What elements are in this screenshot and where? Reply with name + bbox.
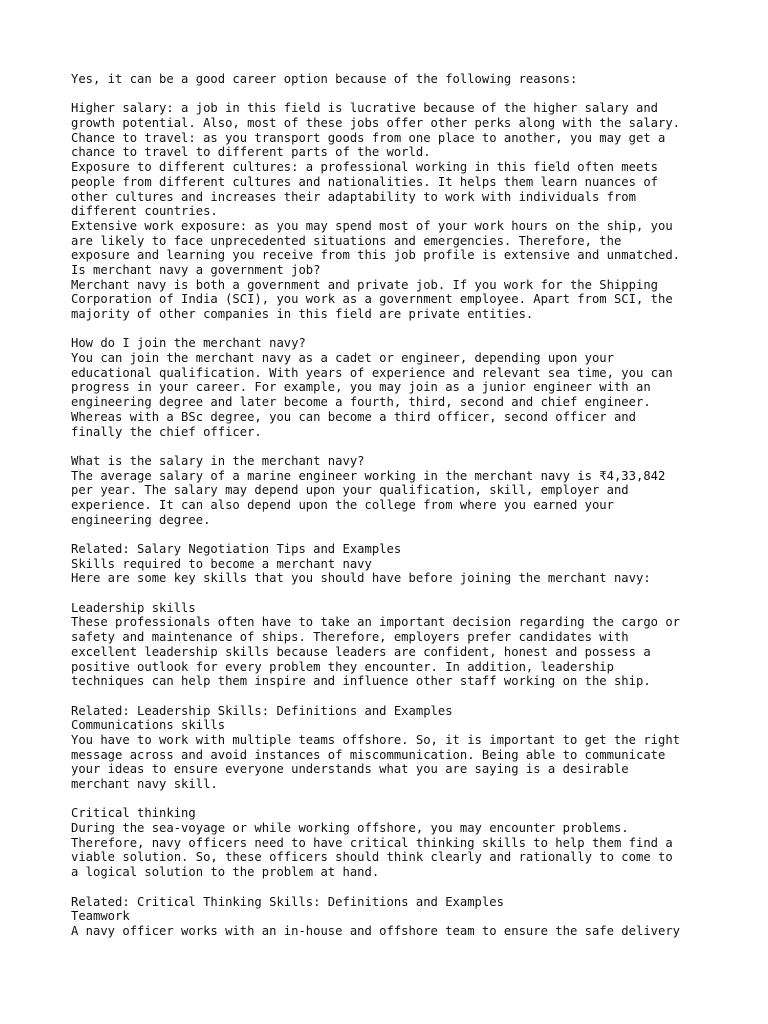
text-line: educational qualification. With years of experience and relevant sea time, you can xyxy=(71,365,673,380)
paragraph-gap xyxy=(71,880,711,895)
text-line: Yes, it can be a good career option because of the following reasons: xyxy=(71,72,578,86)
paragraph xyxy=(71,72,711,87)
paragraph xyxy=(71,895,711,939)
text-line: different countries. xyxy=(71,204,218,219)
text-line: your ideas to ensure everyone understands what you are saying is a desirable xyxy=(71,762,629,777)
text-line: During the sea-voyage or while working offshore, you may encounter problems. xyxy=(71,821,629,836)
text-line: Here are some key skills that you should have before joining the merchant navy: xyxy=(71,571,651,586)
text-line: Related: Salary Negotiation Tips and Examples xyxy=(71,542,402,556)
paragraph-gap xyxy=(71,527,711,542)
text-line: Exposure to different cultures: a professional working in this field often meets xyxy=(71,160,658,175)
text-line: Higher salary: a job in this field is lucrative because of the higher salary and xyxy=(71,101,658,116)
text-line: growth potential. Also, most of these jobs offer other perks along with the salary. xyxy=(71,116,681,131)
text-line: Extensive work exposure: as you may spend most of your work hours on the ship, you xyxy=(71,218,673,233)
paragraph xyxy=(71,806,711,879)
text-line: You have to work with multiple teams offshore. So, it is important to get the right xyxy=(71,732,681,747)
text-line: Corporation of India (SCI), you work as a government employee. Apart from SCI, the xyxy=(71,292,673,307)
text-line: These professionals often have to take an important decision regarding the cargo or xyxy=(71,615,681,630)
paragraph-gap xyxy=(71,586,711,601)
text-line: You can join the merchant navy as a cadet or engineer, depending upon your xyxy=(71,351,614,366)
text-line: Chance to travel: as you transport goods from one place to another, you may get a xyxy=(71,130,666,145)
text-line: a logical solution to the problem at hand. xyxy=(71,865,380,880)
text-line: Leadership skills xyxy=(71,600,196,615)
text-line: How do I join the merchant navy? xyxy=(71,336,306,351)
text-line: viable solution. So, these officers should think clearly and rationally to come to xyxy=(71,850,673,865)
document-body xyxy=(71,72,711,939)
text-line: per year. The salary may depend upon your qualification, skill, employer and xyxy=(71,483,629,498)
text-line: What is the salary in the merchant navy? xyxy=(71,453,365,468)
text-line: message across and avoid instances of miscommunication. Being able to communicate xyxy=(71,747,666,762)
text-line: engineering degree and later become a fourth, third, second and chief engineer. xyxy=(71,395,651,410)
text-line: A navy officer works with an in-house and offshore team to ensure the safe delivery xyxy=(71,923,681,938)
text-line: chance to travel to different parts of the world. xyxy=(71,145,431,160)
paragraph xyxy=(71,454,711,527)
text-line: people from different cultures and nationalities. It helps them learn nuances of xyxy=(71,174,658,189)
text-line: safety and maintenance of ships. Therefore, employers prefer candidates with xyxy=(71,630,629,645)
text-line: Therefore, navy officers need to have critical thinking skills to help them find a xyxy=(71,835,673,850)
text-line: positive outlook for every problem they encounter. In addition, leadership xyxy=(71,659,614,674)
text-line: merchant navy skill. xyxy=(71,777,218,791)
text-line: techniques can help them inspire and influence other staff working on the ship. xyxy=(71,674,651,689)
paragraph-gap xyxy=(71,322,711,337)
text-line: Teamwork xyxy=(71,909,130,924)
paragraph xyxy=(71,336,711,439)
text-line: finally the chief officer. xyxy=(71,424,262,439)
text-line: Merchant navy is both a government and private job. If you work for the Shipping xyxy=(71,277,658,292)
text-line: experience. It can also depend upon the college from where you earned your xyxy=(71,497,614,512)
paragraph xyxy=(71,542,711,586)
paragraph-gap xyxy=(71,87,711,102)
text-line: are likely to face unprecedented situations and emergencies. Therefore, the xyxy=(71,233,622,248)
text-line: other cultures and increases their adaptability to work with individuals from xyxy=(71,189,636,204)
paragraph-gap xyxy=(71,792,711,807)
text-line: Communications skills xyxy=(71,718,226,733)
text-line: Whereas with a BSc degree, you can become a third officer, second officer and xyxy=(71,409,636,424)
text-line: The average salary of a marine engineer working in the merchant navy is ₹4,33,842 xyxy=(71,468,666,483)
text-line: Critical thinking xyxy=(71,806,196,821)
text-line: majority of other companies in this field are private entities. xyxy=(71,307,534,321)
paragraph xyxy=(71,601,711,689)
paragraph-gap xyxy=(71,439,711,454)
text-line: progress in your career. For example, you may join as a junior engineer with an xyxy=(71,380,651,395)
text-line: Related: Critical Thinking Skills: Definitions and Examples xyxy=(71,894,504,909)
text-line: Related: Leadership Skills: Definitions and Examples xyxy=(71,703,453,718)
paragraph-gap xyxy=(71,689,711,704)
text-line: excellent leadership skills because leaders are confident, honest and possess a xyxy=(71,644,651,659)
text-line: Skills required to become a merchant navy xyxy=(71,556,372,571)
paragraph xyxy=(71,704,711,792)
text-line: exposure and learning you receive from this job profile is extensive and unmatched. xyxy=(71,248,681,263)
paragraph xyxy=(71,101,711,321)
text-line: Is merchant navy a government job? xyxy=(71,262,321,277)
text-line: engineering degree. xyxy=(71,512,211,527)
